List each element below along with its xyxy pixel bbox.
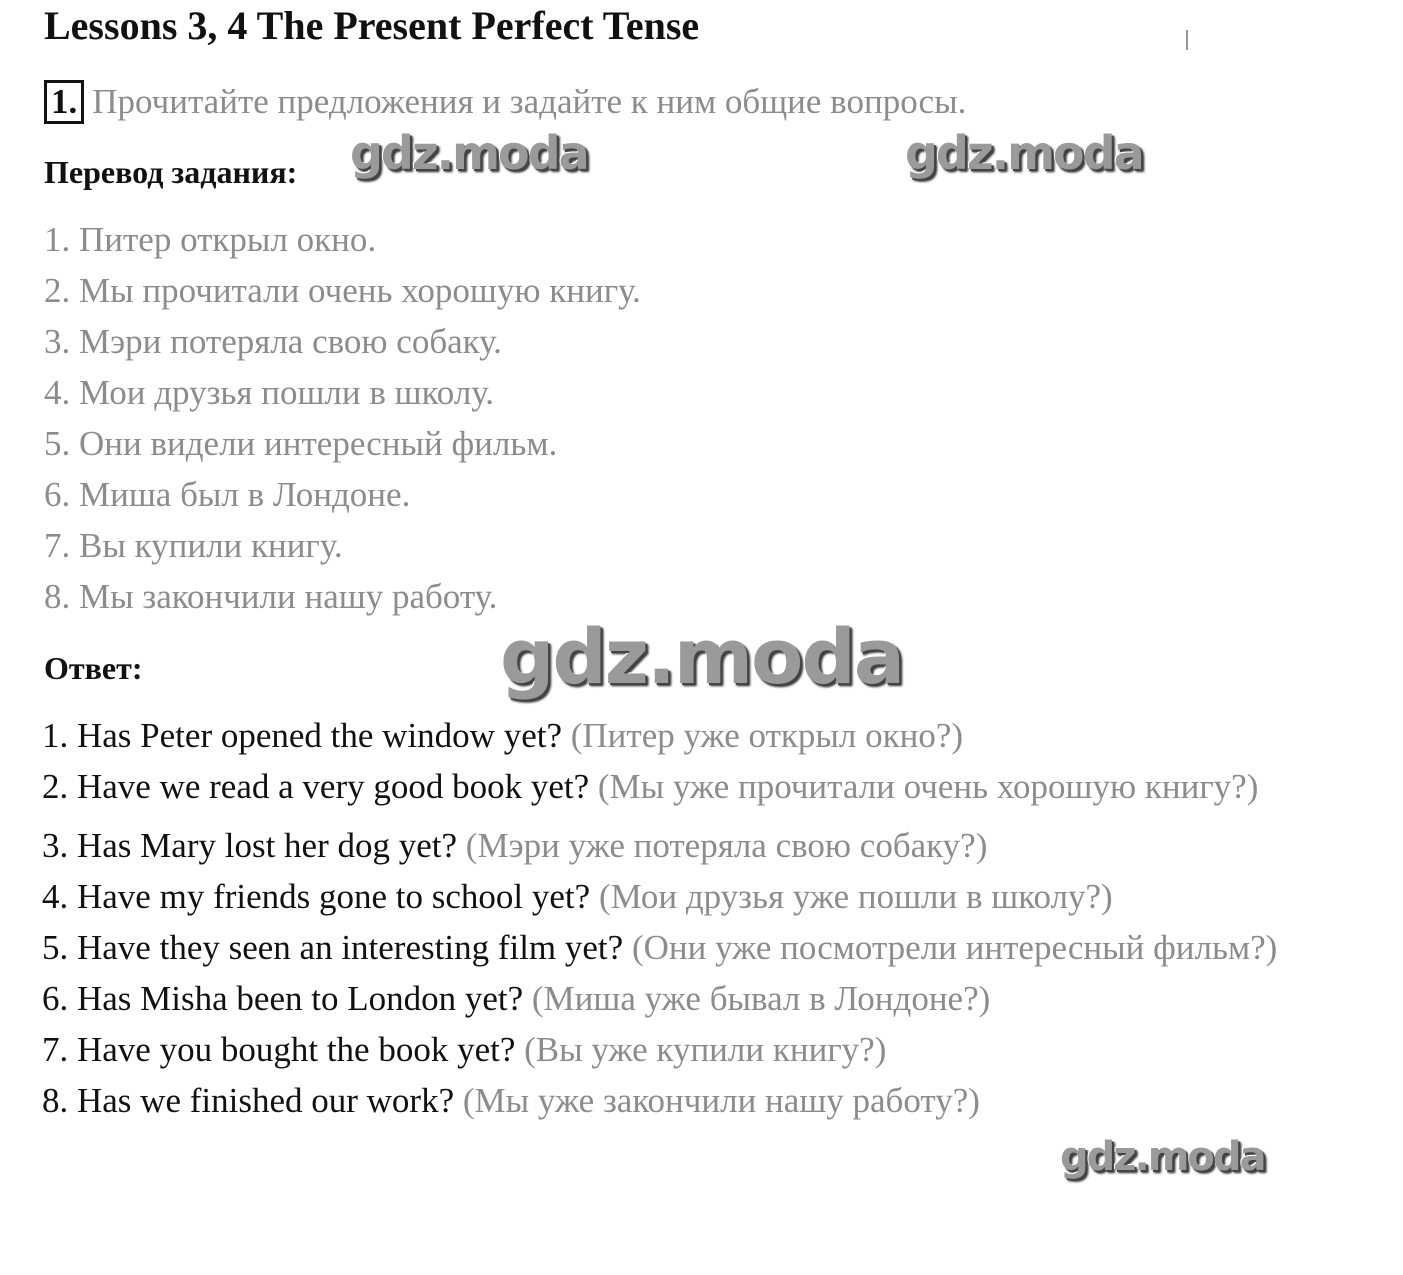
answer-item (42, 761, 1302, 812)
list-item: 6. Миша был в Лондоне. (44, 475, 411, 514)
translation-heading: Перевод задания: (44, 154, 298, 190)
answer-item (42, 973, 1302, 1024)
watermark-logo: gdz.moda (350, 126, 588, 180)
watermark-logo: gdz.moda (500, 612, 904, 701)
list-item: 2. Мы прочитали очень хорошую книгу. (44, 271, 641, 310)
scan-mark (1186, 30, 1188, 50)
answer-question: 8. Has we finished our work? (42, 1081, 455, 1120)
list-item: 8. Мы закончили нашу работу. (44, 577, 498, 616)
answer-question: 2. Have we read a very good book yet? (42, 767, 590, 806)
answer-question: 7. Have you bought the book yet? (42, 1030, 516, 1069)
answer-translation: (Они уже посмотрели интересный фильм?) (631, 928, 1278, 967)
answer-item (42, 1075, 1302, 1126)
watermark-logo: gdz.moda (905, 126, 1143, 180)
answer-translation: (Питер уже открыл окно?) (570, 716, 964, 755)
task-instruction: Прочитайте предложения и задайте к ним общие вопросы. (92, 82, 967, 121)
answer-item (42, 871, 1302, 922)
answer-translation: (Вы уже купили книгу?) (524, 1030, 887, 1069)
task-instruction-line (44, 80, 966, 124)
list-item: 3. Мэри потеряла свою собаку. (44, 322, 502, 361)
answer-question: 3. Has Mary lost her dog yet? (42, 826, 458, 865)
list-item: 1. Питер открыл окно. (44, 220, 377, 259)
answer-question: 1. Has Peter opened the window yet? (42, 716, 562, 755)
page-title: Lessons 3, 4 The Present Perfect Tense (44, 3, 700, 48)
list-item: 4. Мои друзья пошли в школу. (44, 373, 495, 412)
sentence-list (44, 214, 641, 622)
answer-item (42, 820, 1302, 871)
answer-translation: (Мэри уже потеряла свою собаку?) (465, 826, 988, 865)
answer-item (42, 922, 1302, 973)
answer-question: 5. Have they seen an interesting film yet? (42, 928, 624, 967)
list-item: 7. Вы купили книгу. (44, 526, 343, 565)
answer-translation: (Миша уже бывал в Лондоне?) (531, 979, 991, 1018)
answer-translation: (Мои друзья уже пошли в школу?) (598, 877, 1113, 916)
answer-heading: Ответ: (44, 650, 143, 686)
answer-item (42, 1024, 1302, 1075)
list-item: 5. Они видели интересный фильм. (44, 424, 558, 463)
answer-question: 4. Have my friends gone to school yet? (42, 877, 591, 916)
watermark-logo: gdz.moda (1060, 1134, 1265, 1180)
task-number: 1. (44, 80, 84, 124)
answer-list (42, 710, 1302, 1126)
answer-translation: (Мы уже закончили нашу работу?) (462, 1081, 980, 1120)
answer-item (42, 710, 1302, 761)
answer-translation: (Мы уже прочитали очень хорошую книгу?) (597, 767, 1259, 806)
answer-question: 6. Has Misha been to London yet? (42, 979, 524, 1018)
